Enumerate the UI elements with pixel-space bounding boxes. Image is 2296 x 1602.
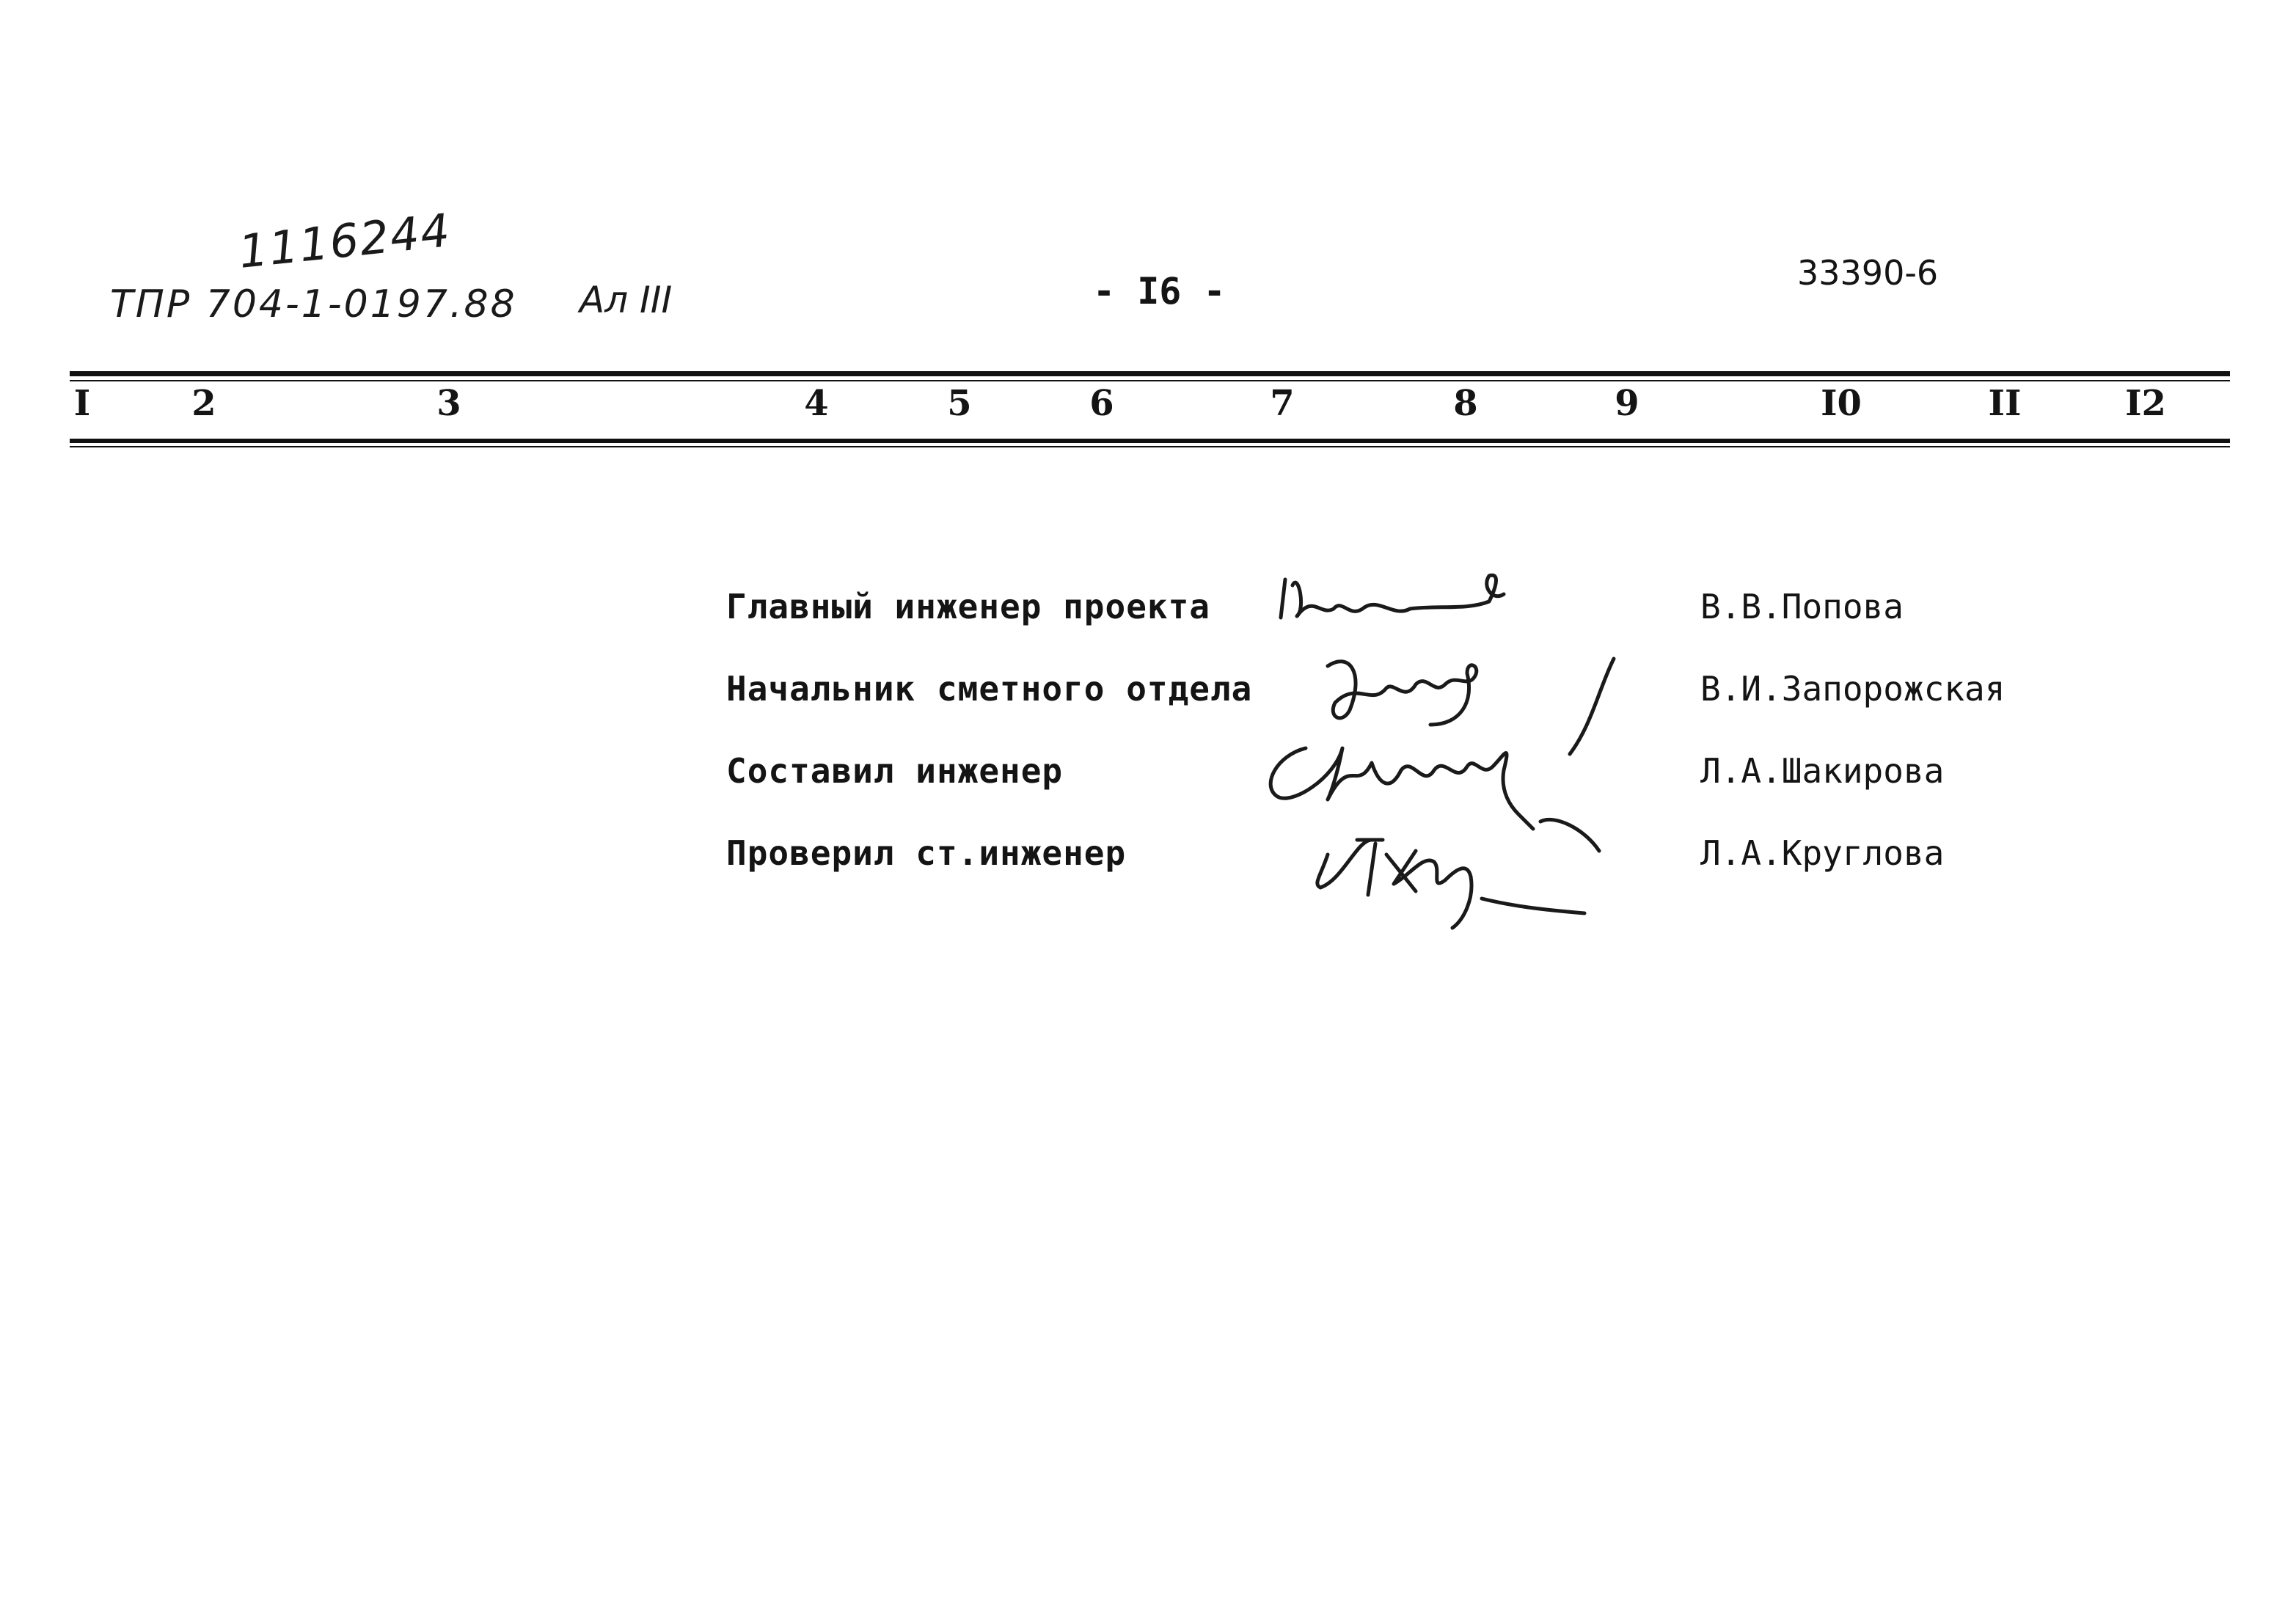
column-number: II — [1988, 383, 2022, 424]
signatory-name: В.В.Попова — [1700, 587, 1904, 626]
signature-role: Начальник сметного отдела — [726, 669, 1253, 709]
column-number: 4 — [804, 383, 829, 424]
column-number: 9 — [1615, 383, 1639, 424]
page-number: - I6 - — [1093, 270, 1226, 312]
sheet-code: 33390-6 — [1797, 253, 1939, 293]
signatory-name: В.И.Запорожская — [1700, 669, 2006, 709]
header-rule-top — [70, 371, 2230, 376]
column-number: 2 — [191, 383, 216, 424]
signatory-name: Л.А.Шакирова — [1700, 751, 1945, 791]
signature-icon — [1247, 811, 1658, 928]
column-number: I — [73, 383, 91, 424]
column-number: 3 — [436, 383, 461, 424]
signature-role: Главный инженер проекта — [726, 587, 1210, 626]
column-number: 8 — [1453, 383, 1478, 424]
signature-role: Проверил ст.инженер — [726, 833, 1127, 873]
column-number: I2 — [2125, 383, 2166, 424]
header-rule-top-thin — [70, 380, 2230, 381]
album-label: Ал III — [580, 279, 673, 321]
header-rule-bottom-thin — [70, 446, 2230, 447]
header-rule-bottom — [70, 439, 2230, 443]
signatory-name: Л.А.Круглова — [1700, 833, 1945, 873]
signature-role: Составил инженер — [726, 751, 1064, 791]
document-code: ТПР 704-1-0197.88 — [110, 282, 517, 326]
column-number: 6 — [1089, 383, 1114, 424]
inventory-number: 1116244 — [235, 203, 454, 279]
column-number: 5 — [947, 383, 972, 424]
column-number: I0 — [1821, 383, 1862, 424]
column-number: 7 — [1270, 383, 1295, 424]
